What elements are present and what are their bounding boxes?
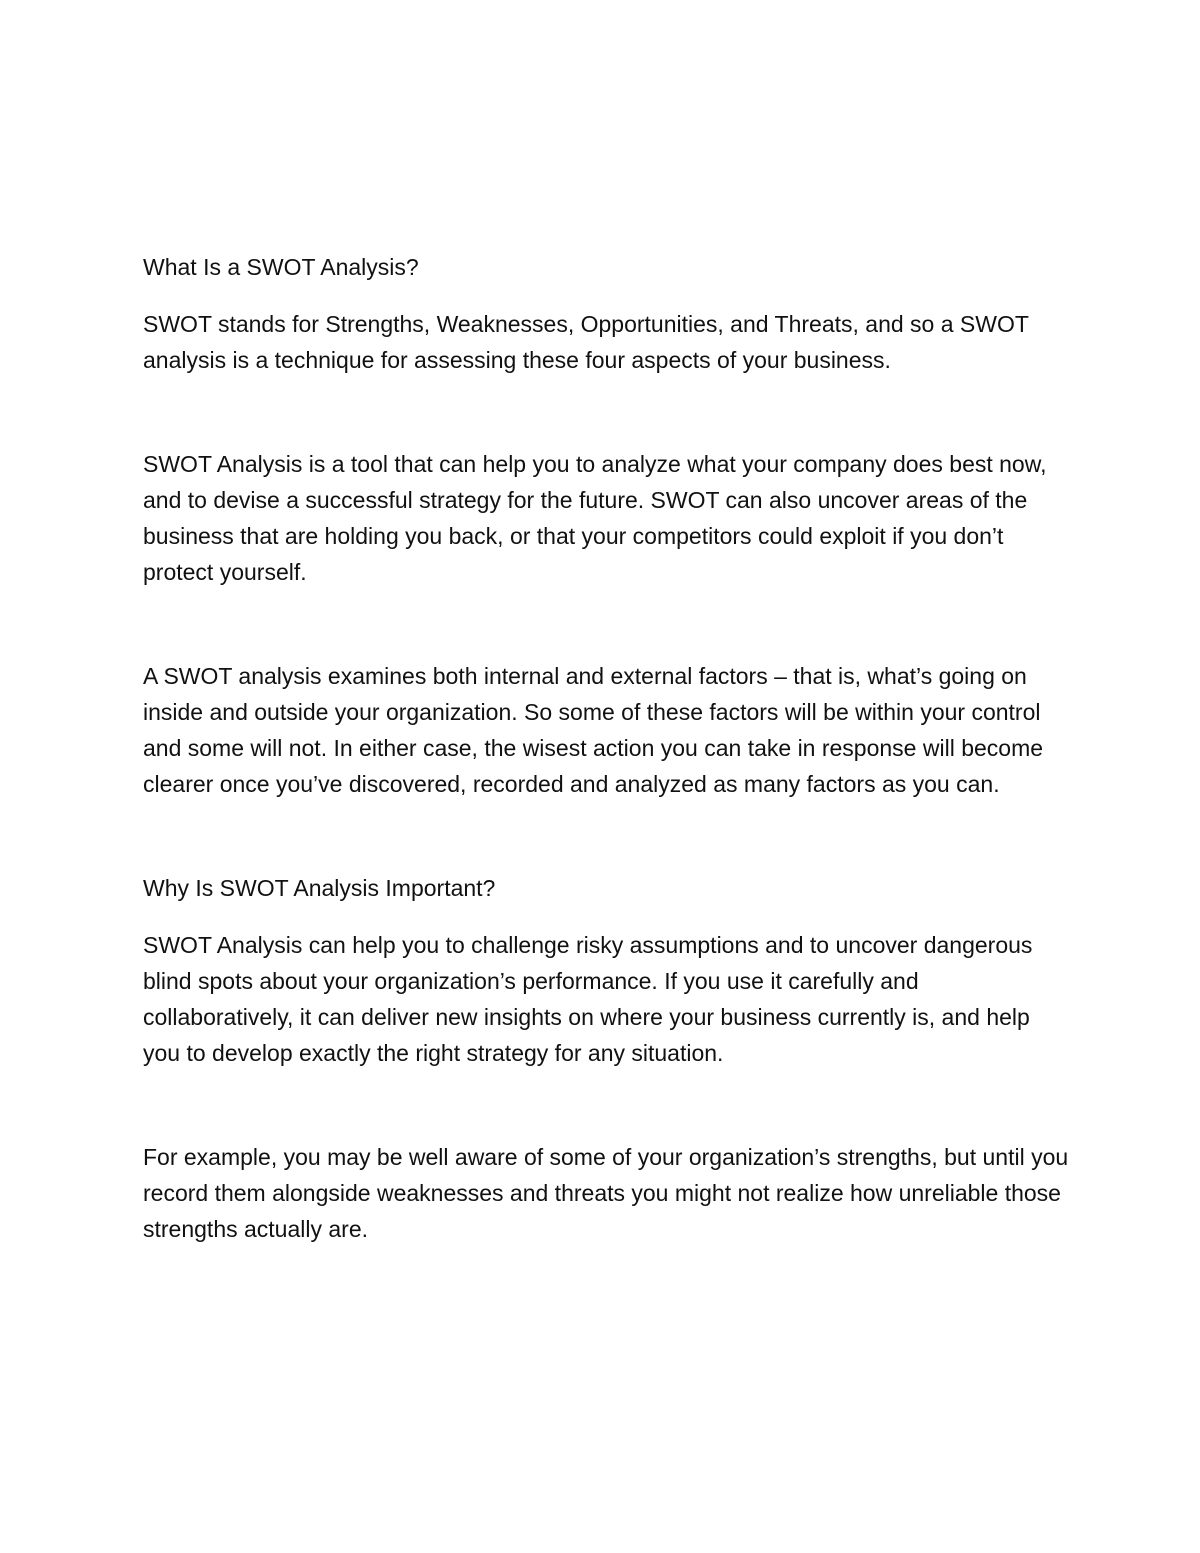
paragraph-swot-tool: SWOT Analysis is a tool that can help you to analyze what your company does best now, and to devise a successful strategy for the future. SWOT can also uncover areas of the business that are holding you back, or that your competitors could exploit if you don’t protect yourself.	[143, 451, 1047, 585]
spacer	[143, 590, 1073, 658]
paragraph-swot-factors: A SWOT analysis examines both internal and external factors – that is, what’s going on inside and outside your organization. So some of these factors will be within your control and some will not. In either case, the wisest action you can take in response will become clearer once you’ve discovered, recorded and analyzed as many factors as you can.	[143, 663, 1044, 797]
paragraph-swot-example: For example, you may be well aware of some of your organization’s strengths, but until you record them alongside weaknesses and threats you might not realize how unreliable those strengths actually are.	[143, 1144, 1069, 1242]
paragraph-swot-importance: SWOT Analysis can help you to challenge risky assumptions and to uncover dangerous blind spots about your organization’s performance. If you use it carefully and collaboratively, it can deliver new insights on where your business currently is, and help you to develop exactly the right strategy for any situation.	[143, 932, 1033, 1066]
section-heading-why-important: Why Is SWOT Analysis Important?	[143, 875, 496, 901]
spacer	[143, 378, 1073, 446]
spacer	[143, 1071, 1073, 1139]
document-body	[143, 249, 1073, 1247]
paragraph-swot-definition: SWOT stands for Strengths, Weaknesses, Opportunities, and Threats, and so a SWOT analysis is a technique for assessing these four aspects of your business.	[143, 311, 1029, 373]
spacer	[143, 906, 1073, 927]
spacer	[143, 802, 1073, 870]
section-heading-what-is-swot: What Is a SWOT Analysis?	[143, 254, 419, 280]
spacer	[143, 285, 1073, 306]
